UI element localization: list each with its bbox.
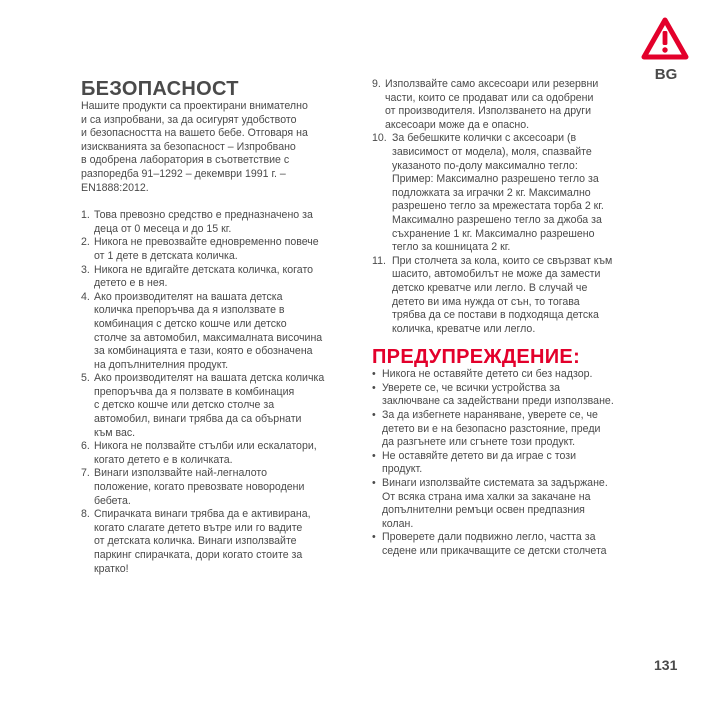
item-line: на допълнителния продукт.	[94, 358, 229, 371]
bullet-icon: •	[372, 449, 376, 462]
safety-item	[372, 132, 642, 254]
warning-item	[372, 368, 642, 382]
item-line: съхранение 1 кг. Максимално разрешено	[392, 227, 595, 240]
item-line: от производителя. Използването на други	[385, 105, 592, 118]
bullet-icon: •	[372, 368, 376, 381]
item-number: 10.	[372, 132, 387, 145]
item-line: Максимално разрешено тегло за джоба за	[392, 213, 602, 226]
warning-item	[372, 531, 642, 558]
safety-item	[81, 372, 351, 440]
item-line: кратко!	[94, 562, 129, 575]
item-line: бебета.	[94, 494, 131, 507]
safety-list	[81, 209, 351, 576]
safety-item	[81, 236, 351, 263]
intro-line: и безопасността на вашето бебе. Отговаря на	[81, 127, 308, 140]
safety-item	[81, 209, 351, 236]
item-line: Никога не оставяйте детето си без надзор.	[382, 368, 593, 381]
warning-triangle-icon	[640, 16, 690, 62]
item-line: продукт.	[382, 463, 423, 476]
item-line: Винаги използвайте най-легналото	[94, 467, 267, 480]
item-line: с детско кошче или детско столче за	[94, 399, 275, 412]
safety-item	[81, 440, 351, 467]
item-number: 5.	[81, 372, 90, 385]
safety-item	[372, 255, 642, 337]
safety-item	[372, 78, 642, 132]
item-line: За да избегнете нараняване, уверете се, че	[382, 409, 598, 422]
item-number: 2.	[81, 236, 90, 249]
item-line: паркинг спирачката, дори когато стоите за	[94, 549, 303, 561]
warning-list	[372, 368, 642, 558]
item-line: детско креватче или легло. В случай че	[392, 281, 588, 294]
item-line: препоръчва да я ползвате в комбинация	[94, 385, 295, 398]
item-line: За бебешките колички с аксесоари (в	[392, 132, 577, 145]
item-line: указаното по-долу максимално тегло:	[392, 159, 578, 172]
item-line: когато слагате детето вътре или го вадите	[94, 521, 303, 534]
item-line: Уверете се, че всички устройства за	[382, 381, 560, 394]
safety-item	[81, 508, 351, 576]
intro-line: разпоредба 91–1292 – декември 1991 г. –	[81, 167, 286, 180]
item-line: колан.	[382, 517, 414, 530]
item-line: аксесоари може да е опасно.	[385, 118, 530, 131]
item-line: заключване са задействани преди използване.	[382, 395, 614, 408]
warning-item	[372, 450, 642, 477]
item-line: Никога не вдигайте детската количка, когато	[94, 263, 314, 276]
item-line: детето е в нея.	[94, 277, 168, 290]
item-line: Никога не ползвайте стълби или ескалатори,	[94, 440, 317, 453]
item-line: от 1 дете в детската количка.	[94, 249, 238, 262]
item-line: Пример: Максимално разрешено тегло за	[392, 173, 599, 186]
item-number: 7.	[81, 467, 90, 480]
item-line: Ако производителят на вашата детска	[94, 290, 283, 303]
warning-item	[372, 409, 642, 450]
intro-line: Нашите продукти са проектирани внимателно	[81, 100, 308, 112]
item-line: Това превозно средство е предназначено за	[94, 209, 313, 222]
item-line: от детската количка. Винаги използвайте	[94, 535, 297, 548]
page-number: 131	[654, 657, 678, 673]
item-line: към вас.	[94, 426, 136, 439]
item-line: детето ви има нужда от сън, то тогава	[392, 295, 580, 308]
item-line: шасито, автомобилът не може да замести	[392, 268, 601, 281]
intro-line: и са изпробвани, за да осигурят удобството	[81, 113, 297, 126]
item-line: Не оставяйте детето ви да играе с този	[382, 449, 577, 462]
item-number: 8.	[81, 508, 90, 521]
item-number: 4.	[81, 290, 90, 303]
safety-intro	[81, 100, 351, 195]
item-number: 1.	[81, 209, 90, 222]
item-line: количка, креватче или легло.	[392, 322, 536, 335]
item-line: положение, когато превозвате новородени	[94, 481, 305, 494]
safety-item	[81, 264, 351, 291]
item-line: зависимост от модела), моля, спазвайте	[392, 145, 592, 158]
item-number: 11.	[372, 254, 386, 267]
item-line: да разгънете или сгънете този продукт.	[382, 436, 576, 449]
bullet-icon: •	[372, 381, 376, 394]
item-number: 3.	[81, 263, 90, 276]
item-line: количка препоръчва да я използвате в	[94, 304, 285, 317]
item-line: допълнителни ремъци освен предпазния	[382, 504, 585, 517]
item-line: Никога не превозвайте едновременно повече	[94, 236, 319, 249]
warning-item	[372, 477, 642, 531]
warning-title: ПРЕДУПРЕЖДЕНИЕ:	[372, 346, 581, 369]
safety-item	[81, 467, 351, 508]
right-column	[372, 78, 642, 559]
item-number: 9.	[372, 78, 381, 90]
item-line: Проверете дали подвижно легло, частта за	[382, 531, 596, 544]
item-line: Използвайте само аксесоари или резервни	[385, 78, 599, 90]
item-line: подложката за играчки 2 кг. Максимално	[392, 186, 591, 199]
item-line: комбинация с детско кошче или детско	[94, 317, 287, 330]
item-number: 6.	[81, 440, 90, 453]
item-line: когато детето е в количката.	[94, 453, 233, 466]
item-line: трябва да се постави в подходяща детска	[392, 309, 599, 322]
intro-line: EN1888:2012.	[81, 181, 149, 194]
intro-line: в одобрена лаборатория в съответствие с	[81, 154, 290, 167]
item-line: части, които се продават или са одобрени	[385, 91, 594, 104]
item-line: Ако производителят на вашата детска количка	[94, 372, 325, 385]
item-line: От всяка страна има халки за закачане на	[382, 490, 591, 503]
item-line: седене или прикачващите се детски столчета	[382, 545, 607, 557]
item-line: Винаги използвайте системата за задържане.	[382, 477, 608, 490]
bullet-icon: •	[372, 409, 376, 422]
item-line: детето ви е на безопасно разстояние, преди	[382, 422, 601, 435]
item-line: автомобил, винаги трябва да са обърнати	[94, 413, 302, 426]
intro-line: изискванията за безопасност – Изпробвано	[81, 140, 296, 153]
safety-title: БЕЗОПАСНОСТ	[81, 78, 239, 100]
item-line: разрешено тегло за мрежестата торба 2 кг.	[392, 200, 604, 213]
warning-item	[372, 382, 642, 409]
bullet-icon: •	[372, 477, 376, 490]
item-line: деца от 0 месеца и до 15 кг.	[94, 222, 232, 235]
safety-list-continued	[372, 78, 642, 336]
item-line: тегло за кошницата 2 кг.	[392, 241, 511, 254]
safety-item	[81, 291, 351, 373]
item-line: за комбинацията е тази, която е обозначена	[94, 345, 313, 358]
left-column	[81, 78, 351, 576]
item-line: столче за автомобил, максималната височина	[94, 331, 323, 344]
item-line: При столчета за кола, които се свързват към	[392, 254, 613, 267]
bullet-icon: •	[372, 531, 376, 544]
item-line: Спирачката винаги трябва да е активирана,	[94, 508, 311, 521]
language-code: BG	[654, 66, 678, 83]
